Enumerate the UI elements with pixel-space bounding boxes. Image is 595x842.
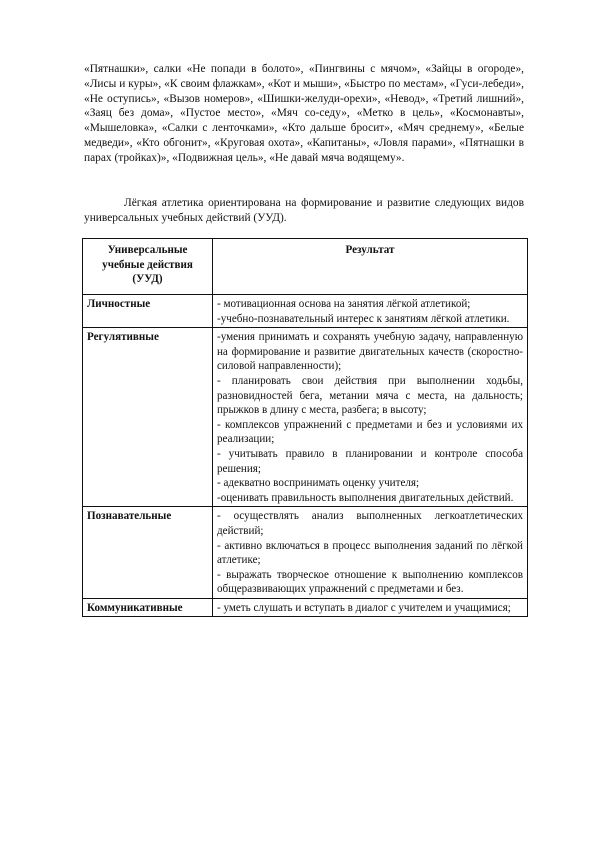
result-item: -оценивать правильность выполнения двигательных действий. <box>217 491 514 504</box>
table-row <box>83 598 528 617</box>
table-row <box>83 295 528 328</box>
header-uud: Универсальные учебные действия (УУД) <box>83 239 213 295</box>
result-cell <box>213 328 528 507</box>
result-item: - уметь слушать и вступать в диалог с учителем и учащимися; <box>217 601 511 614</box>
uud-lead-paragraph: Лёгкая атлетика ориентирована на формирование и развитие следующих видов универсальных учебных действий (УУД). <box>84 197 524 224</box>
result-item: -умения принимать и сохранять учебную задачу, направленную на формирование и развитие двигательных качеств (скоростно-силовой направленности); <box>217 331 523 373</box>
table-header-row <box>83 239 528 295</box>
uud-name-communicative: Коммуникативные <box>83 598 213 617</box>
table-row <box>83 328 528 507</box>
result-cell <box>213 598 528 617</box>
uud-name-cognitive: Познавательные <box>83 507 213 599</box>
result-cell <box>213 507 528 599</box>
header-result: Результат <box>213 239 528 295</box>
result-item: - мотивационная основа на занятия лёгкой атлетикой; <box>217 298 471 310</box>
result-item: - адекватно воспринимать оценку учителя; <box>217 477 420 490</box>
result-item: - комплексов упражнений с предметами и без и условиями их реализации; <box>217 418 523 446</box>
result-item: - учитывать правило в планировании и контроле способа решения; <box>217 447 523 475</box>
result-cell <box>213 295 528 328</box>
uud-name-personal: Личностные <box>83 295 213 328</box>
uud-table <box>82 238 528 617</box>
games-list-paragraph: «Пятнашки», салки «Не попади в болото», «Пингвины с мячом», «Зайцы в огороде», «Лисы и куры», «К своим флажкам», «Кот и мыши», «Быстро по местам», «Гуси-лебеди», «Не оступись», «Вызов номеров», «Шишки-желуди-орехи», «Невод», «Третий лишний», «Заяц без дома», «Пустое место», «Мяч со-седу», «Метко в цель», «Космонавты», «Мышеловка», «Салки с ленточками», «Кто дальше бросит», «Мяч среднему», «Белые медведи», «Кто обгонит», «Круговая охота», «Капитаны», «Ловля парами», «Пятнашки в парах (тройках)», «Подвижная цель», «Не давай мяча водящему». <box>84 63 524 164</box>
result-item: - планировать свои действия при выполнении ходьбы, разновидностей бега, метании мяча с места, на дальность; прыжков в длину с места, разбега; в высоту; <box>217 374 523 417</box>
result-item: - осуществлять анализ выполненных легкоатлетических действий; <box>217 510 523 537</box>
result-item: -учебно-познавательный интерес к занятиям лёгкой атлетики. <box>217 312 510 325</box>
result-item: - активно включаться в процесс выполнения заданий по лёгкой атлетике; <box>217 539 523 567</box>
uud-name-regulatory: Регулятивные <box>83 328 213 507</box>
result-item: - выражать творческое отношение к выполнению комплексов общеразвивающих упражнений с предметами и без. <box>217 568 523 596</box>
table-row <box>83 507 528 599</box>
